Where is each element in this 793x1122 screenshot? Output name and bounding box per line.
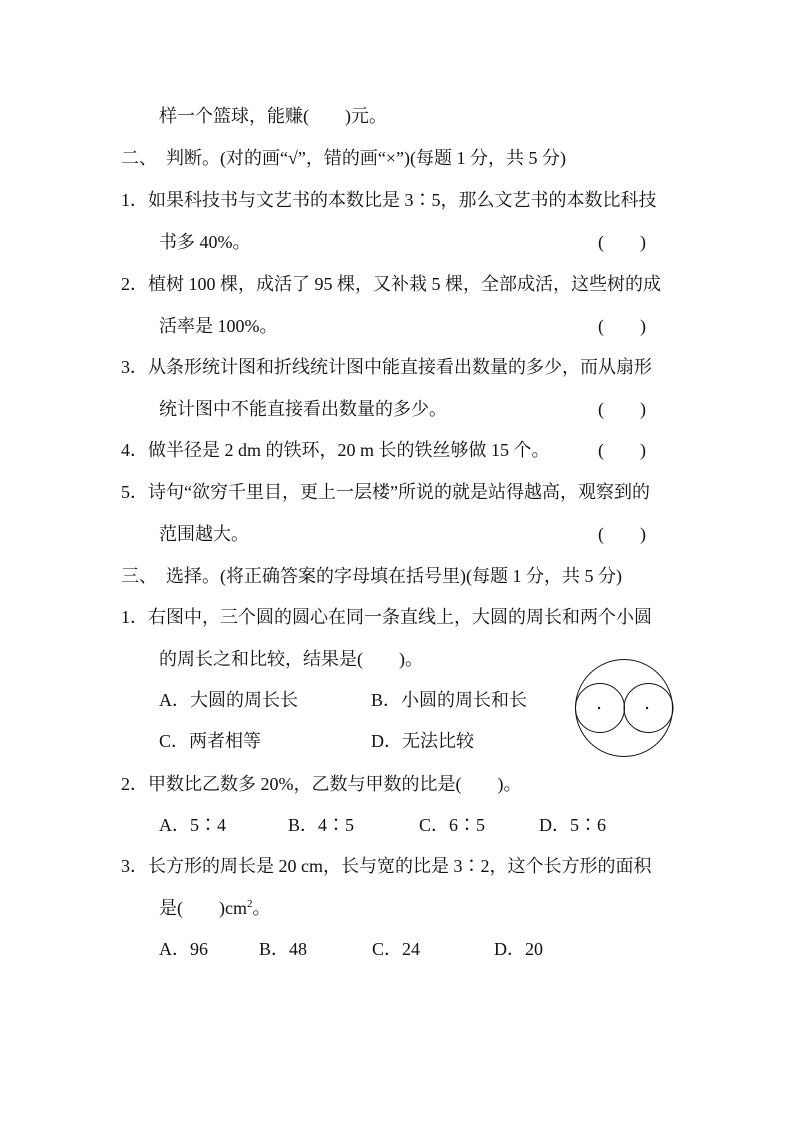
choice-item-2-option-b[interactable]: B．4∶5 bbox=[288, 815, 355, 835]
judge-item-2-line2: 活率是 100%。 bbox=[159, 316, 278, 336]
judge-item-1-line2: 书多 40%。 bbox=[159, 232, 251, 252]
choice-item-1-option-c[interactable]: C．两者相等 bbox=[159, 731, 262, 751]
judge-item-5-answer-blank[interactable]: ( ) bbox=[598, 524, 646, 544]
judge-item-4-answer-blank[interactable]: ( ) bbox=[598, 440, 646, 460]
section2-heading: 二、 判断。(对的画“√”，错的画“×”)(每题 1 分，共 5 分) bbox=[121, 148, 566, 168]
judge-item-2-answer-blank[interactable]: ( ) bbox=[598, 316, 646, 336]
judge-item-3-answer-blank[interactable]: ( ) bbox=[598, 399, 646, 419]
continuation-line: 样一个篮球，能赚( )元。 bbox=[159, 106, 387, 126]
small-circle-right bbox=[624, 684, 673, 733]
choice-item-3-line1: 3．长方形的周长是 20 cm，长与宽的比是 3∶2，这个长方形的面积 bbox=[121, 856, 652, 876]
judge-item-1-answer-blank[interactable]: ( ) bbox=[598, 232, 646, 252]
center-dot-right bbox=[646, 707, 648, 709]
choice-item-1-line2: 的周长之和比较，结果是( )。 bbox=[159, 649, 423, 669]
judge-item-4-line1: 4．做半径是 2 dm 的铁环，20 m 长的铁丝够做 15 个。 bbox=[121, 440, 550, 460]
squared-superscript: 2 bbox=[246, 898, 253, 910]
choice-item-3-line2-text: 是( )cm bbox=[159, 898, 247, 918]
choice-item-2-option-d[interactable]: D．5∶6 bbox=[539, 815, 606, 835]
choice-item-3-option-b[interactable]: B．48 bbox=[259, 939, 308, 959]
choice-item-2-option-a[interactable]: A．5∶4 bbox=[159, 815, 226, 835]
judge-item-5-line1: 5．诗句“欲穷千里目，更上一层楼”所说的就是站得越高，观察到的 bbox=[121, 482, 650, 502]
choice-item-3-option-a[interactable]: A．96 bbox=[159, 939, 208, 959]
choice-item-2-line1: 2．甲数比乙数多 20%，乙数与甲数的比是( )。 bbox=[121, 774, 522, 794]
judge-item-3-line2: 统计图中不能直接看出数量的多少。 bbox=[159, 399, 447, 419]
section3-heading: 三、 选择。(将正确答案的字母填在括号里)(每题 1 分，共 5 分) bbox=[121, 566, 622, 586]
choice-item-3-option-d[interactable]: D．20 bbox=[494, 939, 543, 959]
choice-item-3-line2-end: 。 bbox=[252, 898, 271, 918]
choice-item-3-line2 bbox=[159, 895, 270, 921]
judge-item-3-line1: 3．从条形统计图和折线统计图中能直接看出数量的多少，而从扇形 bbox=[121, 357, 652, 377]
judge-item-5-line2: 范围越大。 bbox=[159, 524, 249, 544]
judge-item-2-line1: 2．植树 100 棵，成活了 95 棵，又补栽 5 棵，全部成活，这些树的成 bbox=[121, 274, 661, 294]
choice-item-1-option-a[interactable]: A．大圆的周长长 bbox=[159, 690, 298, 710]
choice-item-1-option-d[interactable]: D．无法比较 bbox=[371, 731, 474, 751]
three-circles-figure bbox=[570, 655, 680, 765]
center-dot-left bbox=[598, 707, 600, 709]
choice-item-1-line1: 1．右图中，三个圆的圆心在同一条直线上，大圆的周长和两个小圆 bbox=[121, 607, 652, 627]
choice-item-2-option-c[interactable]: C．6∶5 bbox=[419, 815, 486, 835]
judge-item-1-line1: 1．如果科技书与文艺书的本数比是 3∶5，那么文艺书的本数比科技 bbox=[121, 190, 657, 210]
choice-item-3-option-c[interactable]: C．24 bbox=[372, 939, 421, 959]
choice-item-1-option-b[interactable]: B．小圆的周长和长 bbox=[371, 690, 528, 710]
